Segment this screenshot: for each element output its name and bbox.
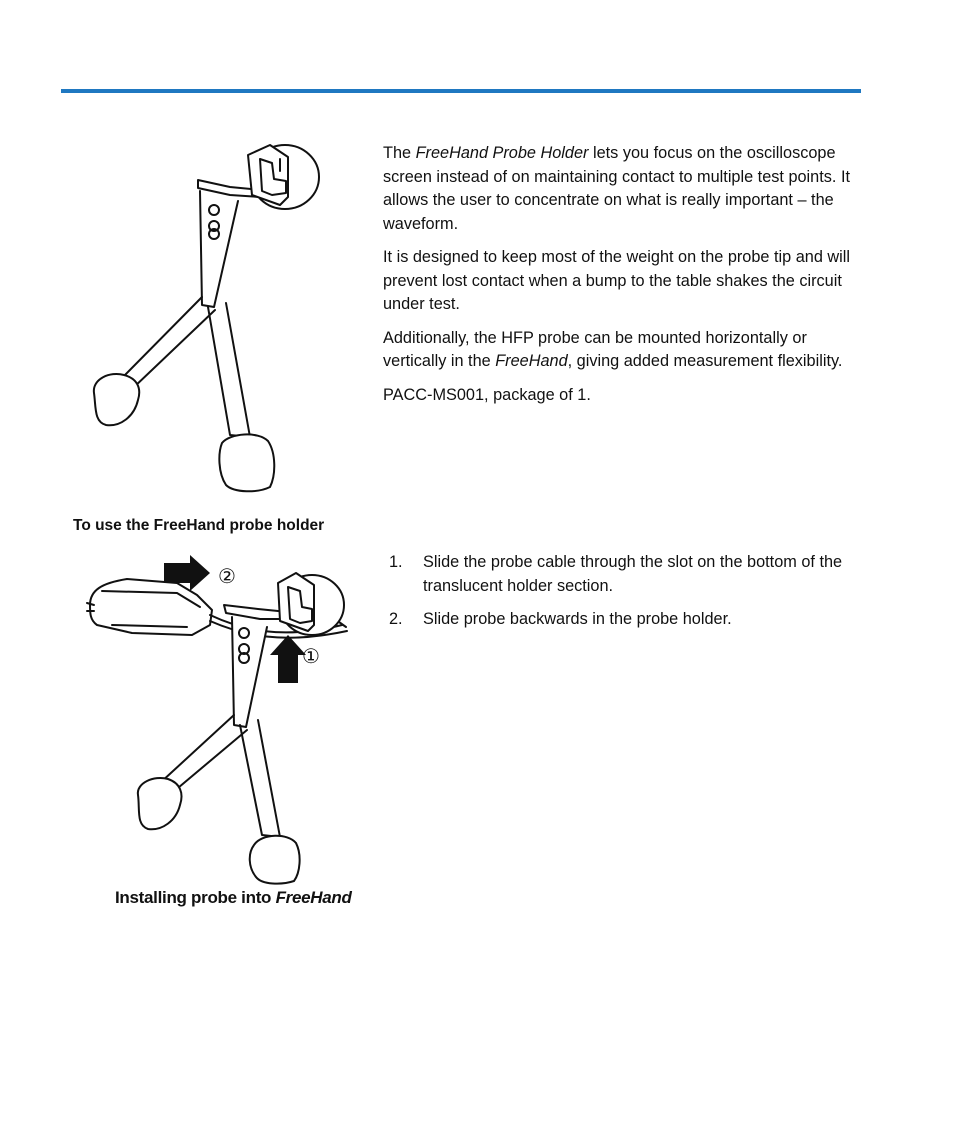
- steps-list: [389, 551, 869, 642]
- list-item: [389, 608, 869, 632]
- step-text: Slide probe backwards in the probe holder.: [423, 610, 732, 628]
- section-heading: To use the FreeHand probe holder: [73, 517, 325, 534]
- intro-text: [383, 142, 863, 417]
- figure-caption: Installing probe into FreeHand: [115, 888, 352, 907]
- part-number: PACC-MS001, package of 1.: [383, 385, 591, 404]
- intro-paragraph-2: It is designed to keep most of the weight on the probe tip and will prevent lost contact when a bump to the table shakes the circuit under test.: [383, 248, 851, 313]
- step-text: Slide the probe cable through the slot on the bottom of the translucent holder section.: [423, 553, 843, 595]
- step-2-marker: ②: [218, 564, 236, 588]
- installing-probe-illustration: [82, 555, 382, 925]
- list-item: [389, 551, 869, 598]
- intro-paragraph-3: Additionally, the HFP probe can be mounted horizontally or vertically in the FreeHand, giving added measurement flexibility.: [383, 328, 843, 370]
- freehand-holder-illustration: [80, 135, 320, 495]
- step-number: 1.: [389, 553, 403, 571]
- arrow-1-icon: [270, 635, 306, 683]
- step-number: 2.: [389, 610, 403, 628]
- intro-paragraph-1: The FreeHand Probe Holder lets you focus on the oscilloscope screen instead of on maintaining contact to multiple test points. It allows the user to concentrate on what is really important – the waveform.: [383, 144, 850, 233]
- step-1-marker: ①: [302, 644, 320, 668]
- header-rule: [61, 89, 861, 93]
